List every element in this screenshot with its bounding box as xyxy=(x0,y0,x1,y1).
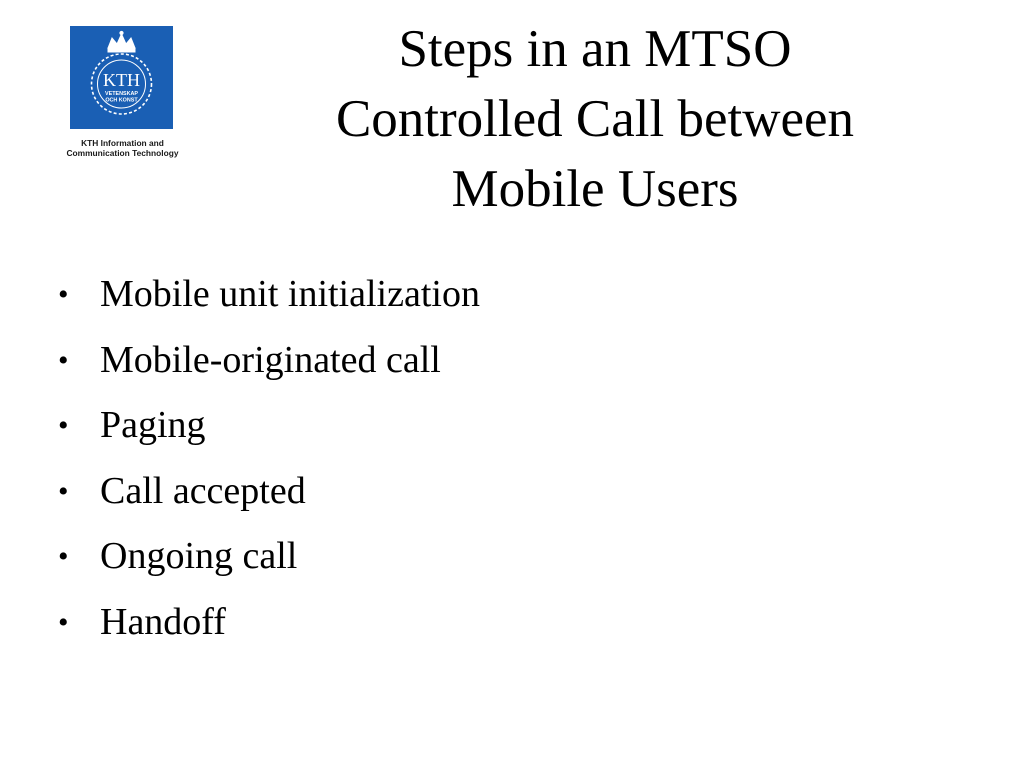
bullet-dot-icon: • xyxy=(58,409,69,442)
bullet-text: Handoff xyxy=(100,600,226,643)
bullet-list xyxy=(58,262,480,655)
bullet-item xyxy=(58,393,480,459)
bullet-text: Ongoing call xyxy=(100,535,298,577)
logo-caption xyxy=(50,138,195,158)
slide-title xyxy=(270,14,920,224)
kth-logo xyxy=(50,26,195,161)
slide-title-line: Mobile Users xyxy=(451,160,739,218)
bullet-text: Call accepted xyxy=(100,469,306,512)
kth-monogram: KTH xyxy=(103,70,140,90)
bullet-dot-icon: • xyxy=(58,278,69,311)
bullet-dot-icon: • xyxy=(58,540,69,573)
bullet-dot-icon: • xyxy=(58,474,69,508)
logo-caption-line1: KTH Information and xyxy=(81,138,164,148)
bullet-item xyxy=(58,459,480,525)
kth-motto-line2: OCH KONST xyxy=(105,97,138,104)
bullet-item xyxy=(58,524,480,590)
bullet-item xyxy=(58,262,480,328)
slide-title-line: Steps in an MTSO xyxy=(398,20,792,78)
bullet-item xyxy=(58,590,480,656)
logo-caption-line2: Communication Technology xyxy=(66,148,179,158)
bullet-text: Mobile-originated call xyxy=(100,338,441,381)
bullet-item xyxy=(58,328,480,394)
slide-title-line: Controlled Call between xyxy=(335,90,855,148)
bullet-dot-icon: • xyxy=(58,343,69,377)
kth-motto-line1: VETENSKAP xyxy=(105,91,138,97)
bullet-text: Mobile unit initialization xyxy=(100,273,480,315)
bullet-text: Paging xyxy=(100,404,206,446)
bullet-dot-icon: • xyxy=(58,605,69,639)
kth-emblem-icon xyxy=(70,26,173,129)
